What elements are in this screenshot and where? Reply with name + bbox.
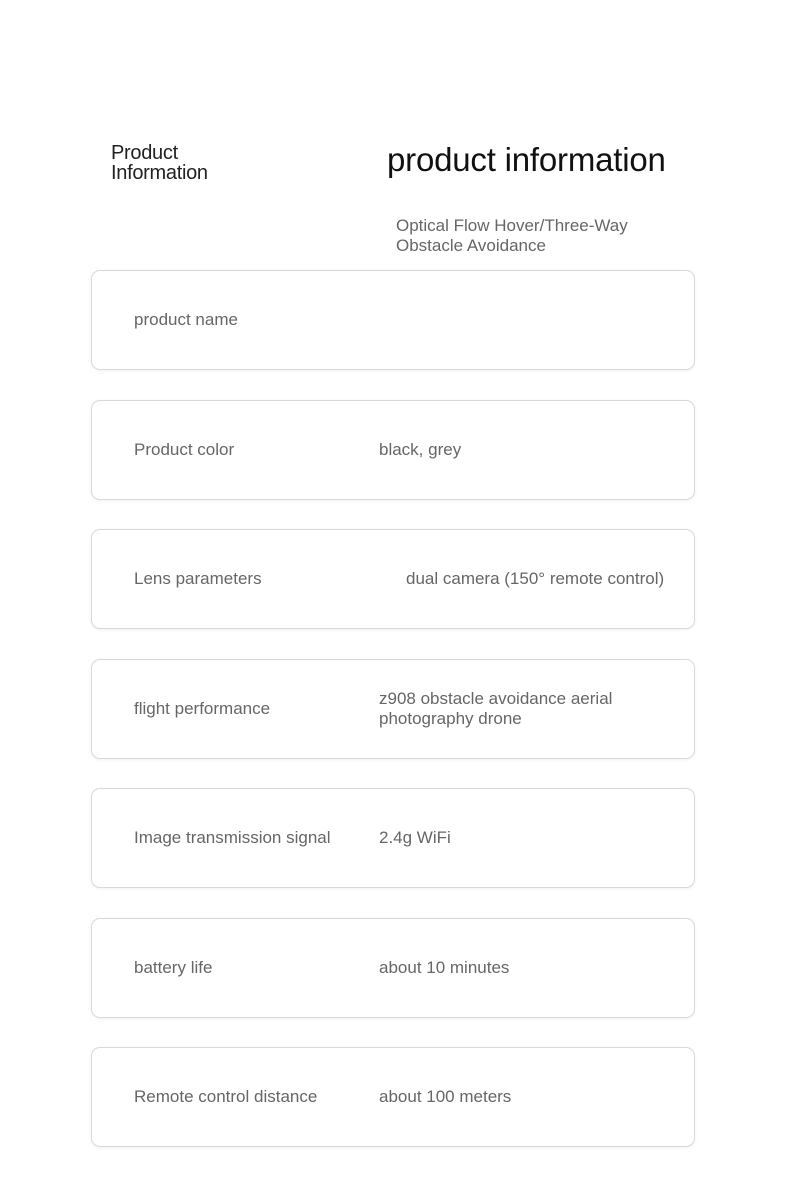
brand-label-line2: Information bbox=[111, 162, 208, 184]
spec-value: z908 obstacle avoidance aerial photography drone bbox=[379, 689, 613, 728]
spec-value: 2.4g WiFi bbox=[379, 828, 451, 847]
spec-value: black, grey bbox=[379, 440, 462, 459]
spec-value: about 100 meters bbox=[379, 1087, 512, 1106]
brand-label-line1: Product bbox=[111, 142, 178, 164]
spec-label: Product color bbox=[134, 440, 235, 459]
spec-row-flight-performance bbox=[91, 659, 695, 759]
spec-value bbox=[379, 271, 679, 369]
spec-row-product-name bbox=[91, 270, 695, 370]
spec-row-battery-life bbox=[91, 918, 695, 1018]
spec-row-image-transmission bbox=[91, 788, 695, 888]
spec-label: product name bbox=[134, 310, 238, 329]
spec-label: Lens parameters bbox=[134, 569, 262, 588]
spec-value: about 10 minutes bbox=[379, 958, 510, 977]
spec-label: flight performance bbox=[134, 699, 271, 718]
spec-value: dual camera (150° remote control) bbox=[406, 569, 665, 588]
spec-label: Image transmission signal bbox=[134, 828, 331, 847]
spec-row-product-color bbox=[91, 400, 695, 500]
page-title: product information bbox=[387, 141, 666, 178]
spec-label: battery life bbox=[134, 958, 213, 977]
spec-row-lens-parameters bbox=[91, 529, 695, 629]
spec-label: Remote control distance bbox=[134, 1087, 318, 1106]
section-brand-label bbox=[111, 143, 208, 183]
page-subtitle: Optical Flow Hover/Three-Way Obstacle Avoidance bbox=[396, 216, 628, 255]
spec-row-remote-distance bbox=[91, 1047, 695, 1147]
